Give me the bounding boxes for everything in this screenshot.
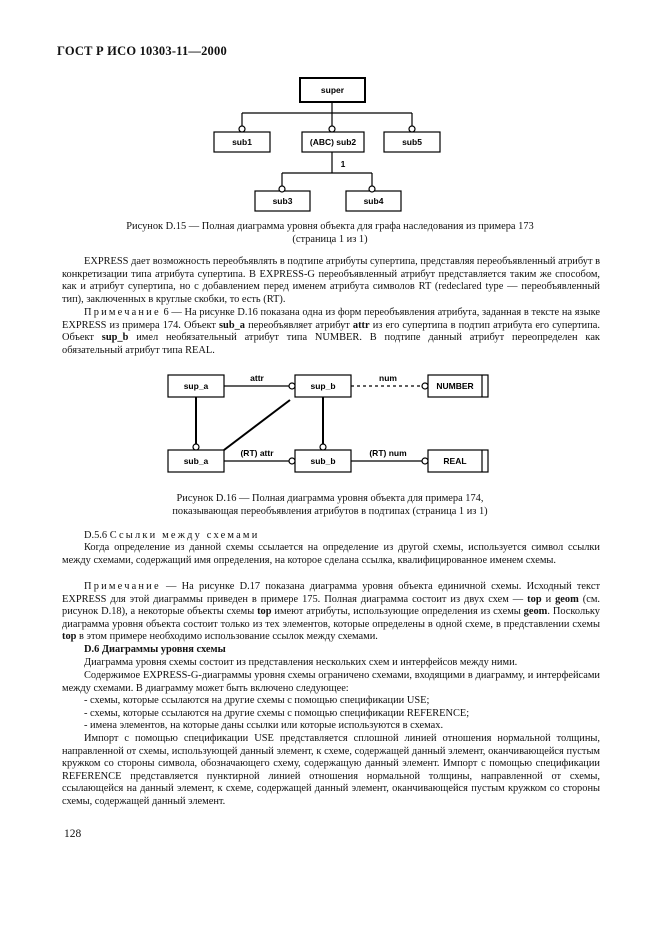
label-one: 1: [340, 159, 346, 169]
term-sup-b: sup_b: [101, 332, 129, 343]
note-text: — На рисунке D.17 показана диаграмма уровня объекта единичной схемы. Исходный текст EXPRESS для этой диаграммы приведен в примере 175. Полная диаграмма состоит из двух схем —: [62, 581, 600, 605]
note-text: переобъявляет атрибут: [245, 319, 353, 331]
list-item: - имена элементов, на которые даны ссылки или которые используются в схемах.: [84, 720, 444, 731]
section-title: Ссылки между схемами: [109, 530, 260, 541]
paragraph-import: Импорт с помощью спецификации USE представляется сплошной линией отношения нормальной толщины, направленной от схемы, использующей данный элемент, к схеме, содержащей данный элемент, оканчивающейся пустым кружком со стороны символа, обозначающего схему, содержащую данный элемент. Импорт с помощью спецификации REFERENCE представляется пунктирной линией отношения нормальной толщины, направленной от схемы, ссылающейся на данный элемент, к схеме, содержащей данный элемент, оканчивающейся пустым кружком со стороны схемы, содержащей данный элемент.: [62, 733, 600, 807]
section-d6-heading: D.6 Диаграммы уровня схемы: [84, 644, 226, 655]
label-sup-a: sup_a: [183, 381, 209, 391]
paragraph-contents: Содержимое EXPRESS-G-диаграммы уровня схемы ограничено схемами, входящими в диаграмму, и интерфейсами между схемами. В диаграмму может быть включено следующее:: [62, 670, 600, 694]
term-top: top: [257, 606, 272, 617]
label-real: REAL: [443, 456, 467, 466]
note-label: Примечание: [84, 307, 161, 318]
note-text: в этом примере необходимо использование ссылок между схемами.: [76, 631, 378, 642]
caption-line: показывающая переобъявления атрибутов в подтипах (страница 1 из 1): [172, 505, 488, 517]
figure-d15-caption: [60, 221, 600, 246]
label-attr: attr: [250, 373, 264, 383]
label-sub4: sub4: [363, 196, 384, 206]
page-number: 128: [64, 828, 82, 840]
note-text: (см. рисунок D.18), а некоторые объекты схемы: [62, 593, 600, 617]
term-attr: attr: [352, 319, 370, 331]
figure-d16-caption: [60, 493, 600, 518]
note-label: Примечание: [84, 581, 161, 592]
figure-d16-diagram: [150, 367, 510, 479]
label-sub1: sub1: [232, 137, 252, 147]
paragraph-redeclare: EXPRESS дает возможность переобъявлять в подтипе атрибуты супертипа, представляя переобъявленный атрибут в конкретизации типа атрибута супертипа. В EXPRESS-G переобъявленный атрибут представляется таким же способом, как и атрибут супертипа, но с добавлением перед именем атрибута символов RT (redeclared type — переобъявленный тип), заключенных в круглые скобки, то есть (RT).: [62, 256, 600, 305]
term-sub-a: sub_a: [219, 319, 246, 331]
label-sub5: sub5: [402, 137, 422, 147]
note-text: . Поскольку диаграмма уровня объекта состоит только из тех элементов, которые определены в одной схеме, в представлении схемы: [62, 606, 600, 630]
label-sub2: (ABC) sub2: [309, 137, 357, 147]
label-number: NUMBER: [436, 381, 474, 391]
section-d56-heading: [84, 530, 584, 543]
term-top: top: [62, 631, 77, 642]
item-list: [84, 695, 600, 733]
note-text: и: [541, 593, 556, 605]
caption-line: Рисунок D.16 — Полная диаграмма уровня объекта для примера 174,: [176, 493, 484, 504]
note-text: имеют атрибуты, использующие определения из схемы: [271, 606, 524, 617]
label-sub-a: sub_a: [183, 456, 209, 466]
note-text: из его супертипа в подтип атрибута его супертипа. Объект: [62, 319, 600, 343]
caption-line: Рисунок D.15 — Полная диаграмма уровня объекта для графа наследования из примера 173: [126, 221, 534, 232]
label-super: super: [320, 85, 345, 95]
term-top: top: [527, 593, 542, 605]
list-item: - схемы, которые ссылаются на другие схемы с помощью спецификации USE;: [84, 695, 430, 706]
note-d17: [62, 581, 600, 644]
label-sub-b: sub_b: [310, 456, 336, 466]
paragraph-schema-level: Диаграмма уровня схемы состоит из представления нескольких схем и интерфейсов между ними.: [84, 657, 518, 668]
caption-line: (страница 1 из 1): [292, 233, 368, 245]
list-item: - схемы, которые ссылаются на другие схемы с помощью спецификации REFERENCE;: [84, 707, 470, 719]
label-sup-b: sup_b: [310, 381, 336, 391]
term-geom: geom: [555, 593, 579, 605]
label-sub3: sub3: [272, 196, 293, 206]
paragraph-cross-schema: Когда определение из данной схемы ссылается на определение из другой схемы, используется символ ссылки между схемами, содержащий имя определения, на которое сделана ссылка, квалифицированное именем схемы.: [62, 542, 600, 566]
label-rt-num: (RT) num: [369, 448, 407, 458]
note-6: [62, 307, 600, 357]
figure-d15-diagram: [200, 70, 460, 215]
page-header: ГОСТ Р ИСО 10303-11—2000: [57, 44, 227, 58]
term-geom: geom: [523, 606, 548, 617]
note-text: имел необязательный атрибут типа NUMBER. В подтипе данный атрибут переопределен как обязательный атрибут типа REAL.: [62, 332, 600, 356]
section-number: D.5.6: [84, 530, 108, 541]
label-rt-attr: (RT) attr: [240, 448, 274, 458]
label-num: num: [379, 373, 397, 383]
note-text: 6 — На рисунке D.16 показана одна из форм переобъявления атрибута, заданная в тексте на языке EXPRESS из примера 174. Объект: [62, 307, 600, 331]
